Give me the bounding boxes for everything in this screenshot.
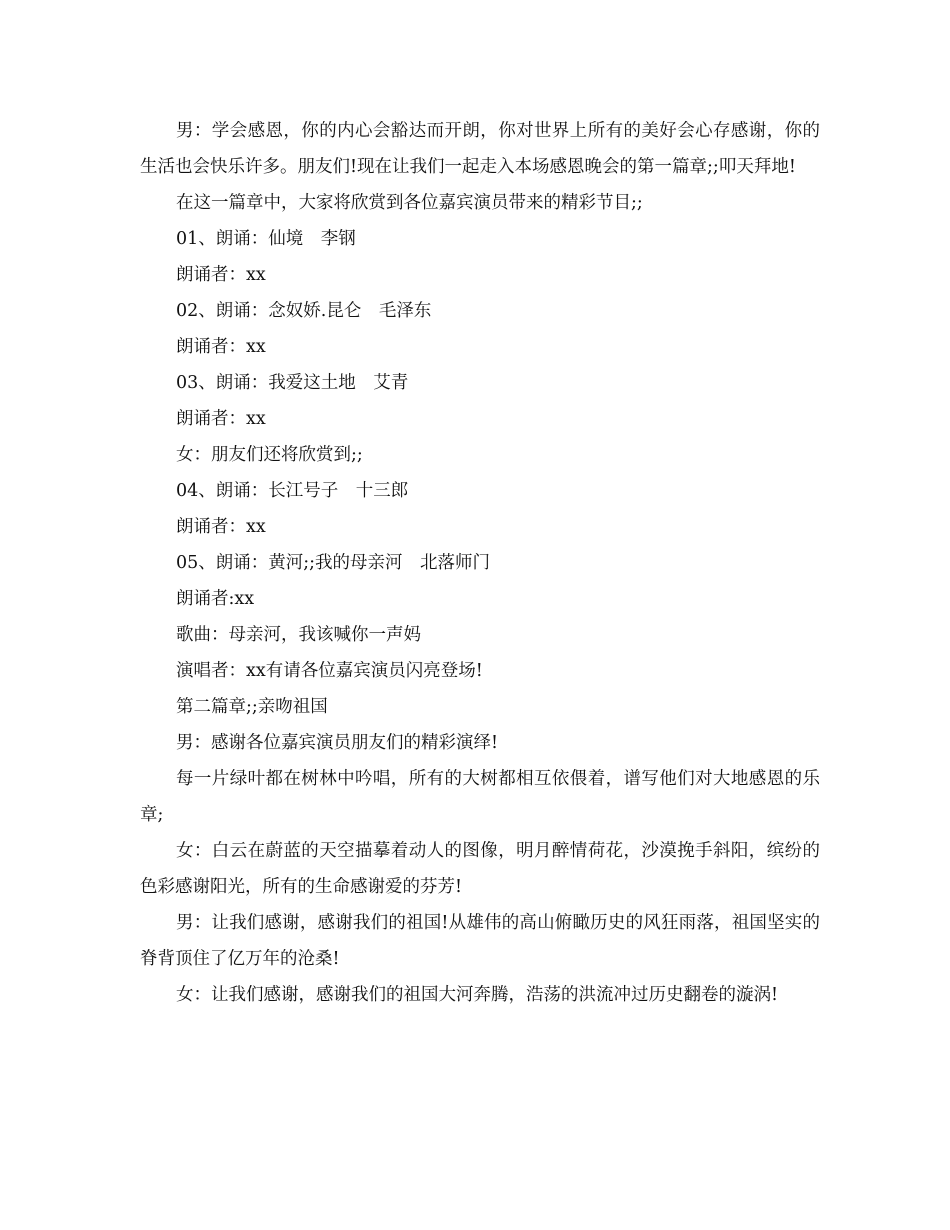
document-body	[140, 113, 820, 1013]
singer-line: 演唱者：xx有请各位嘉宾演员闪亮登场!	[176, 661, 483, 681]
paragraph-male-thanks: 男：感谢各位嘉宾演员朋友们的精彩演绎!	[176, 733, 499, 753]
performer-02: 朗诵者：xx	[176, 337, 266, 357]
paragraph-male-motherland: 男：让我们感谢，感谢我们的祖国!从雄伟的高山俯瞰历史的风狂雨落，祖国坚实的脊背顶住了亿万年的沧桑!	[140, 913, 820, 969]
paragraph-chapter-intro: 在这一篇章中，大家将欣赏到各位嘉宾演员带来的精彩节目;;	[176, 193, 643, 213]
program-item-05: 05、朗诵：黄河;;我的母亲河 北落师门	[176, 553, 491, 573]
performer-01: 朗诵者：xx	[176, 265, 266, 285]
chapter-two-heading: 第二篇章;;亲吻祖国	[176, 697, 328, 717]
program-item-01: 01、朗诵：仙境 李钢	[176, 229, 356, 249]
paragraph-female-river: 女：让我们感谢，感谢我们的祖国大河奔腾，浩荡的洪流冲过历史翻卷的漩涡!	[176, 985, 779, 1005]
paragraph-female-transition: 女：朋友们还将欣赏到;;	[176, 445, 363, 465]
paragraph-green-leaves: 每一片绿叶都在树林中吟唱，所有的大树都相互依偎着，谱写他们对大地感恩的乐章;	[140, 769, 820, 825]
paragraph-male-intro: 男：学会感恩，你的内心会豁达而开朗，你对世界上所有的美好会心存感谢，你的生活也会快乐许多。朋友们!现在让我们一起走入本场感恩晚会的第一篇章;;叩天拜地!	[140, 121, 820, 177]
performer-05: 朗诵者:xx	[176, 589, 255, 609]
performer-04: 朗诵者：xx	[176, 517, 266, 537]
program-item-03: 03、朗诵：我爱这土地 艾青	[176, 373, 409, 393]
program-item-02: 02、朗诵：念奴娇.昆仑 毛泽东	[176, 301, 432, 321]
program-item-04: 04、朗诵：长江号子 十三郎	[176, 481, 409, 501]
program-item-song: 歌曲：母亲河，我该喊你一声妈	[176, 625, 421, 645]
paragraph-female-clouds: 女：白云在蔚蓝的天空描摹着动人的图像，明月醉情荷花，沙漠挽手斜阳，缤纷的色彩感谢阳光，所有的生命感谢爱的芬芳!	[140, 841, 820, 897]
performer-03: 朗诵者：xx	[176, 409, 266, 429]
